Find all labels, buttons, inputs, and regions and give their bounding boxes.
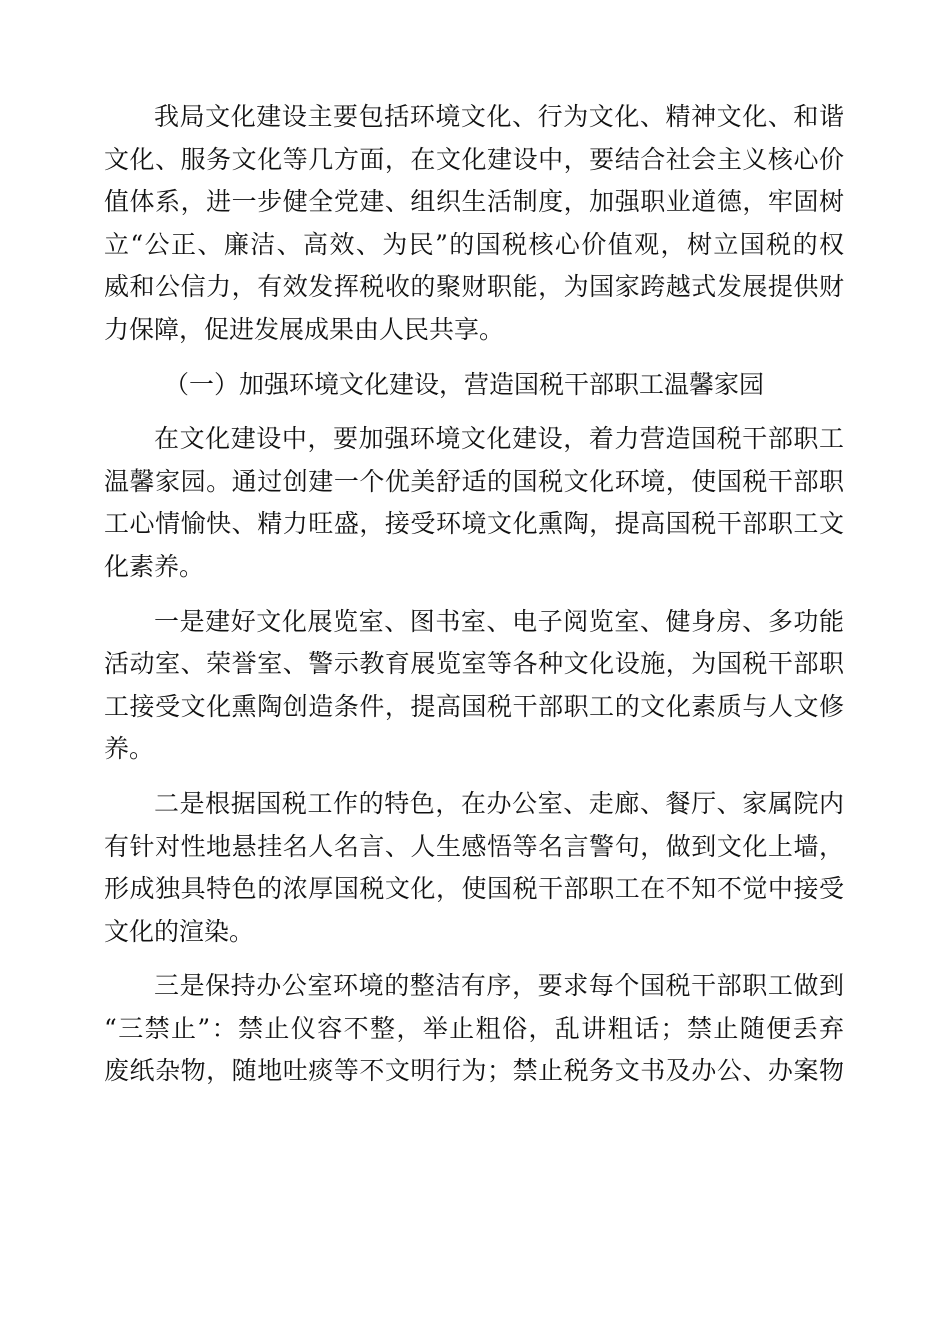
heading-text: （一）加强环境文化建设，营造国税干部职工温馨家园 (164, 369, 765, 399)
paragraph-item-one (104, 601, 844, 771)
paragraph-intro (104, 96, 844, 352)
text-line: 废纸杂物，随地吐痰等不文明行为；禁止税务文书及办公、办案物 (104, 1056, 844, 1086)
text-line: 有针对性地悬挂名人名言、人生感悟等名言警句，做到文化上墙， (104, 831, 844, 861)
text-line: 值体系，进一步健全党建、组织生活制度，加强职业道德，牢固树 (104, 187, 844, 217)
text-line: 力保障，促进发展成果由人民共享。 (104, 314, 505, 344)
text-line: 一是建好文化展览室、图书室、电子阅览室、健身房、多功能 (154, 606, 844, 636)
text-line: 形成独具特色的浓厚国税文化，使国税干部职工在不知不觉中接受 (104, 874, 844, 904)
paragraph-item-two (104, 783, 844, 953)
text-line: 文化的渲染。 (104, 916, 255, 946)
text-line: 文化、服务文化等几方面，在文化建设中，要结合社会主义核心价 (104, 144, 844, 174)
text-line: 活动室、荣誉室、警示教育展览室等各种文化设施，为国税干部职 (104, 649, 844, 679)
text-line: 二是根据国税工作的特色，在办公室、走廊、餐厅、家属院内 (154, 788, 844, 818)
paragraph-item-three (104, 965, 844, 1093)
text-line: 化素养。 (104, 551, 205, 581)
text-line: 工心情愉快、精力旺盛，接受环境文化熏陶，提高国税干部职工文 (104, 509, 844, 539)
text-line: 养。 (104, 734, 155, 764)
text-line: 威和公信力，有效发挥税收的聚财职能，为国家跨越式发展提供财 (104, 272, 844, 302)
document-body (104, 96, 844, 1093)
text-line: 温馨家园。通过创建一个优美舒适的国税文化环境，使国税干部职 (104, 466, 844, 496)
text-line: 立“公正、廉洁、高效、为民”的国税核心价值观，树立国税的权 (104, 229, 844, 259)
section-heading (104, 364, 844, 407)
text-line: “三禁止”：禁止仪容不整，举止粗俗，乱讲粗话；禁止随便丢弃 (104, 1013, 844, 1043)
text-line: 我局文化建设主要包括环境文化、行为文化、精神文化、和谐 (154, 102, 844, 131)
text-line: 在文化建设中，要加强环境文化建设，着力营造国税干部职工 (154, 424, 844, 454)
text-line: 三是保持办公室环境的整洁有序，要求每个国税干部职工做到 (154, 971, 844, 1001)
paragraph-environment (104, 418, 844, 588)
text-line: 工接受文化熏陶创造条件，提高国税干部职工的文化素质与人文修 (104, 691, 844, 721)
